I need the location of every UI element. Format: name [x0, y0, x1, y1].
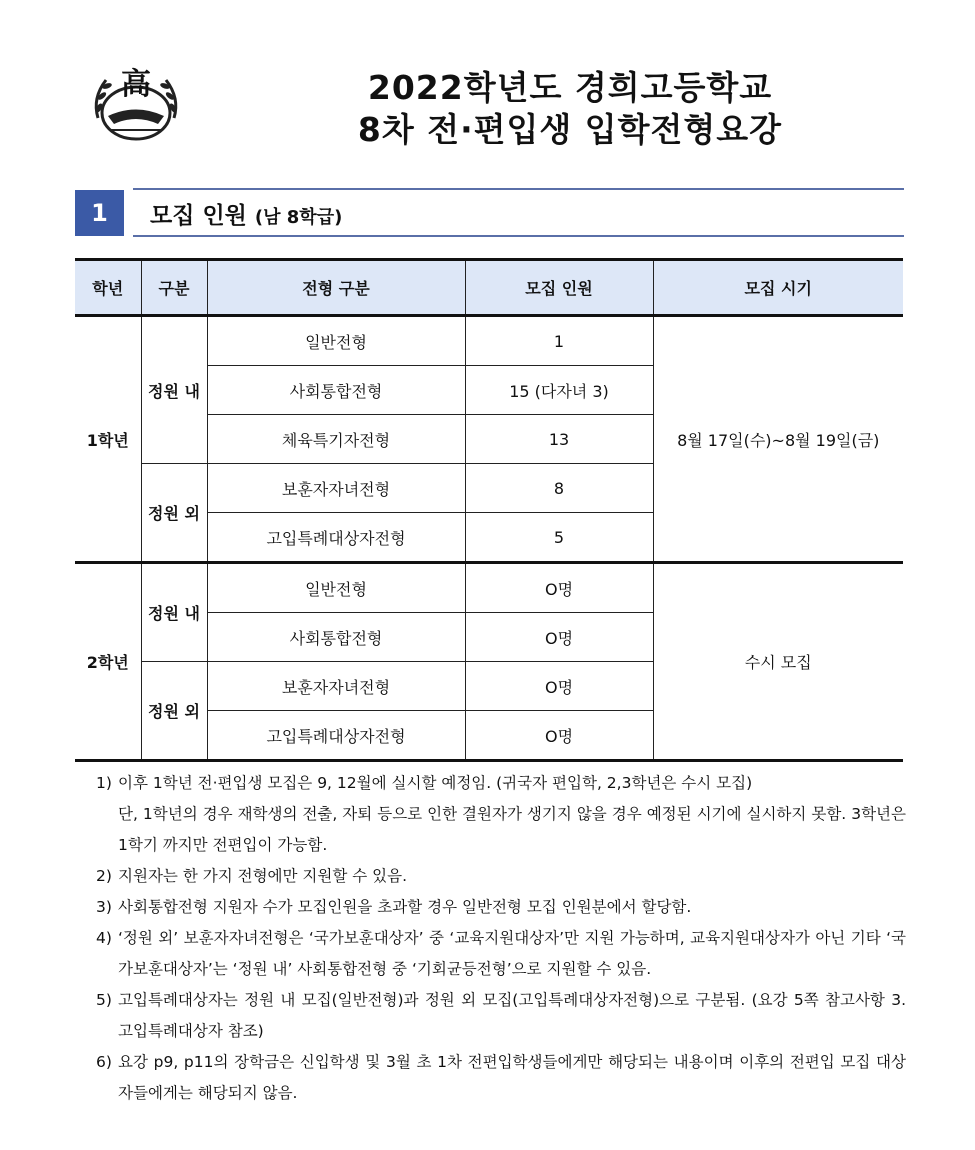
school-emblem-icon: [86, 58, 186, 148]
emblem-glyph: 高: [121, 67, 151, 102]
section-rule-top: [133, 188, 904, 190]
note-number: 5): [96, 991, 112, 1009]
document-title-line1: 2022학년도 경희고등학교: [367, 68, 773, 107]
recruit-count-cell: 13: [465, 415, 653, 464]
section-subtitle: (남 8학급): [254, 207, 343, 228]
note-text: ‘정원 외’ 보훈자자녀전형은 ‘국가보훈대상자’ 중 ‘교육지원대상자’만 지원 가능하며, 교육지원대상자가 아닌 기타 ‘국가보훈대상자’는 ‘정원 내’ 사회통합전형 중 ‘기회균등전형’으로 지원할 수 있음.: [118, 929, 906, 978]
admission-type-cell: 사회통합전형: [207, 613, 465, 662]
list-item: [96, 985, 906, 1047]
grade2-period: 수시 모집: [653, 563, 903, 761]
recruit-count-cell: 5: [465, 513, 653, 563]
note-number: 1): [96, 774, 112, 792]
grade1-period: 8월 17일(수)~8월 19일(금): [653, 316, 903, 563]
admission-type-cell: 일반전형: [207, 316, 465, 366]
notes-list: [96, 768, 906, 1109]
grade2-label: 2학년: [75, 563, 141, 761]
section-number-badge: 1: [75, 190, 124, 236]
table-row: [75, 563, 903, 613]
admission-type-cell: 고입특례대상자전형: [207, 513, 465, 563]
grade1-in-quota-label: 정원 내: [141, 316, 207, 464]
recruitment-table: [75, 258, 903, 762]
list-item: [96, 861, 906, 892]
header-recruit-period: 모집 시기: [653, 260, 903, 316]
section-rule-bottom: [133, 235, 904, 237]
admission-type-cell: 체육특기자전형: [207, 415, 465, 464]
note-number: 2): [96, 867, 112, 885]
grade2-in-quota-label: 정원 내: [141, 563, 207, 662]
header-category: 구분: [141, 260, 207, 316]
note-line: 이후 1학년 전·편입생 모집은 9, 12월에 실시할 예정임. (귀국자 편입학, 2,3학년은 수시 모집): [118, 774, 753, 792]
document-title-line2: 8차 전·편입생 입학전형요강: [357, 110, 783, 149]
section-title-text: 모집 인원: [150, 203, 247, 229]
note-number: 3): [96, 898, 112, 916]
header-admission-type: 전형 구분: [207, 260, 465, 316]
header-recruit-count: 모집 인원: [465, 260, 653, 316]
note-text: 고입특례대상자는 정원 내 모집(일반전형)과 정원 외 모집(고입특례대상자전형)으로 구분됨. (요강 5쪽 참고사항 3. 고입특례대상자 참조): [118, 991, 906, 1040]
recruit-count-cell: 1: [465, 316, 653, 366]
grade1-label: 1학년: [75, 316, 141, 563]
admission-type-cell: 보훈자자녀전형: [207, 662, 465, 711]
admission-type-cell: 고입특례대상자전형: [207, 711, 465, 761]
admission-type-cell: 일반전형: [207, 563, 465, 613]
note-text: 요강 p9, p11의 장학금은 신입학생 및 3월 초 1차 전편입학생들에게만 해당되는 내용이며 이후의 전편입 모집 대상자들에게는 해당되지 않음.: [118, 1053, 906, 1102]
list-item: [96, 1047, 906, 1109]
recruit-count-cell: O명: [465, 613, 653, 662]
list-item: [96, 892, 906, 923]
note-text: [118, 768, 906, 861]
recruit-count-cell: O명: [465, 662, 653, 711]
table-header-row: [75, 260, 903, 316]
header-grade: 학년: [75, 260, 141, 316]
recruit-count-cell: 15 (다자녀 3): [465, 366, 653, 415]
list-item: [96, 923, 906, 985]
recruit-count-cell: O명: [465, 563, 653, 613]
note-text: 사회통합전형 지원자 수가 모집인원을 초과할 경우 일반전형 모집 인원분에서 할당함.: [118, 898, 692, 916]
admission-type-cell: 보훈자자녀전형: [207, 464, 465, 513]
note-text: 지원자는 한 가지 전형에만 지원할 수 있음.: [118, 867, 408, 885]
recruit-count-cell: 8: [465, 464, 653, 513]
note-number: 4): [96, 929, 112, 947]
recruit-count-cell: O명: [465, 711, 653, 761]
note-number: 6): [96, 1053, 112, 1071]
list-item: [96, 768, 906, 861]
grade2-out-quota-label: 정원 외: [141, 662, 207, 761]
grade1-out-quota-label: 정원 외: [141, 464, 207, 563]
note-line: 단, 1학년의 경우 재학생의 전출, 자퇴 등으로 인한 결원자가 생기지 않을 경우 예정된 시기에 실시하지 못함. 3학년은 1학기 까지만 전편입이 가능함.: [118, 805, 906, 854]
admission-type-cell: 사회통합전형: [207, 366, 465, 415]
table-row: [75, 316, 903, 366]
section-title: [150, 197, 342, 230]
